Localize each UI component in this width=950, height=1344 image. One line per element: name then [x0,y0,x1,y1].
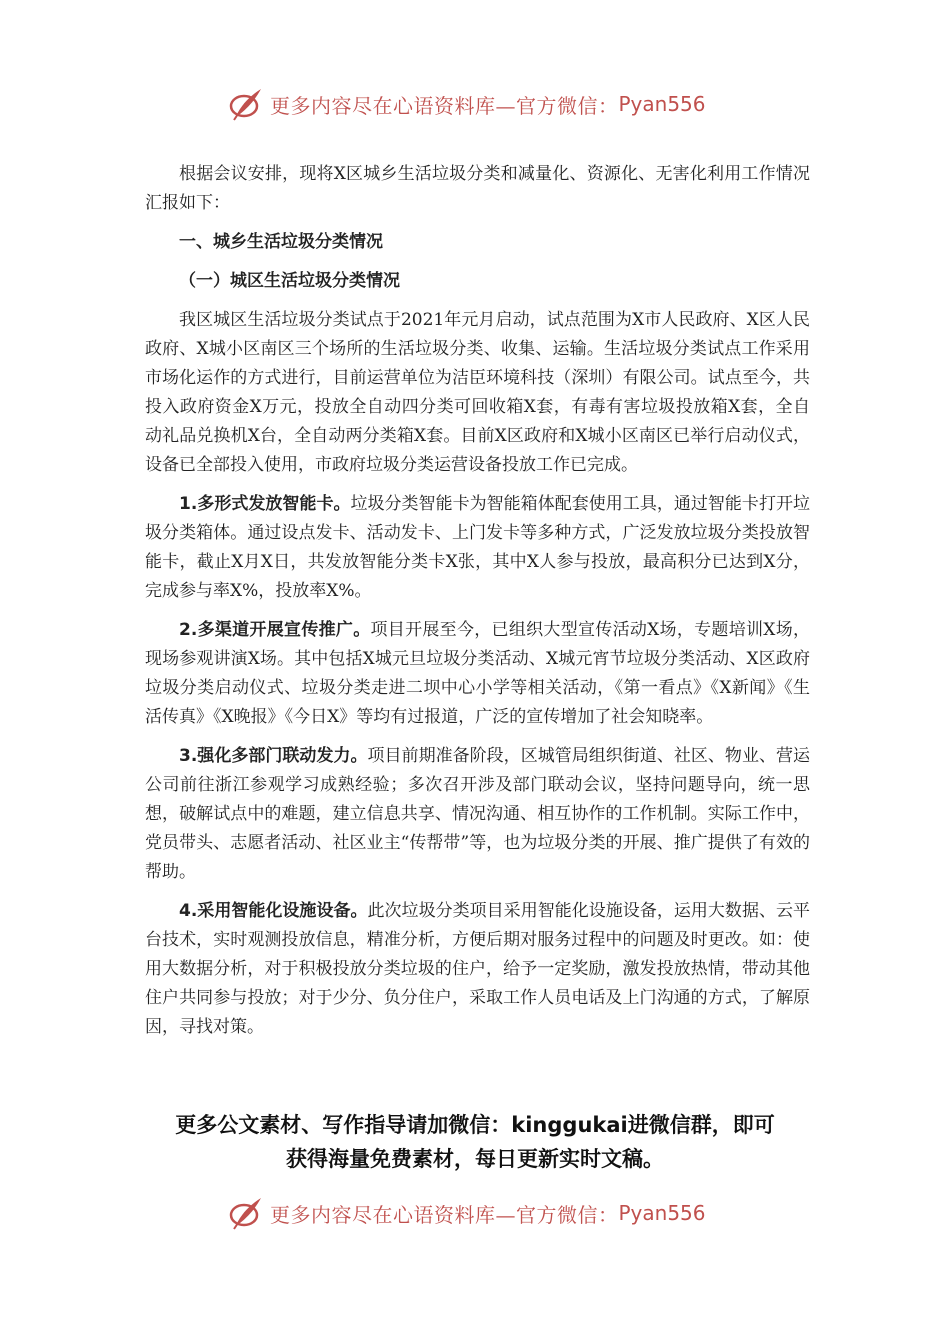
footer-watermark [228,1193,748,1233]
item-text: 项目开展至今，已组织大型宣传活动X场，专题培训X场，现场参观讲演X场。其中包括X城元旦垃圾分类活动、X城元宵节垃圾分类活动、X区政府垃圾分类启动仪式、垃圾分类走进二坝中心小学等相关活动，《第一看点》《X新闻》《生活传真》《X晚报》《今日X》等均有过报道，广泛的宣传增加了社会知晓率。 [145,620,810,727]
item-text: 垃圾分类智能卡为智能箱体配套使用工具，通过智能卡打开垃圾分类箱体。通过设点发卡、活动发卡、上门发卡等多种方式，广泛发放垃圾分类投放智能卡，截止X月X日，共发放智能分类卡X张，其中X人参与投放，最高积分已达到X分，完成参与率X%，投放率X%。 [145,494,810,601]
quill-pen-logo-icon [228,1195,264,1231]
item-paragraph-2 [145,616,810,732]
item-lead: 2.多渠道开展宣传推广。 [179,620,371,640]
overview-paragraph: 我区城区生活垃圾分类试点于2021年元月启动，试点范围为X市人民政府、X区人民政府、X城小区南区三个场所的生活垃圾分类、收集、运输。生活垃圾分类试点工作采用市场化运作的方式进行，目前运营单位为洁臣环境科技（深圳）有限公司。试点至今，共投入政府资金X万元，投放全自动四分类可回收箱X套，有毒有害垃圾投放箱X套，全自动礼品兑换机X台，全自动两分类箱X套。目前X区政府和X城小区南区已举行启动仪式，设备已全部投入使用，市政府垃圾分类运营设备投放工作已完成。 [145,310,810,475]
intro-paragraph: 根据会议安排，现将X区城乡生活垃圾分类和减量化、资源化、无害化利用工作情况汇报如下： [145,164,810,213]
item-lead: 4.采用智能化设施设备。 [179,901,368,921]
item-text: 项目前期准备阶段，区城管局组织街道、社区、物业、营运公司前往浙江参观学习成熟经验；多次召开涉及部门联动会议，坚持问题导向，统一思想，破解试点中的难题，建立信息共享、情况沟通、相互协作的工作机制。实际工作中，党员带头、志愿者活动、社区业主“传帮带”等，也为垃圾分类的开展、推广提供了有效的帮助。 [145,746,811,882]
header-watermark [228,84,748,124]
item-paragraph-3 [145,742,810,887]
item-lead: 3.强化多部门联动发力。 [179,746,368,766]
item-lead: 1.多形式发放智能卡。 [179,494,351,514]
header-brand-id: Pyan556 [618,92,706,116]
subsection-heading: （一）城区生活垃圾分类情况 [179,271,400,291]
item-text: 此次垃圾分类项目采用智能化设施设备，运用大数据、云平台技术，实时观测投放信息，精准分析，方便后期对服务过程中的问题及时更改。如：使用大数据分析，对于积极投放分类垃圾的住户，给予一定奖励，激发投放热情，带动其他住户共同参与投放；对于少分、负分住户，采取工作人员电话及上门沟通的方式，了解原因，寻找对策。 [145,901,811,1037]
promo-line-1: 更多公文素材、写作指导请加微信：kinggukai进微信群，即可 [175,1113,775,1137]
item-paragraph-1 [145,490,810,606]
footer-brand-text: 更多内容尽在心语资料库—官方微信： [270,1202,619,1227]
promo-line-2: 获得海量免费素材，每日更新实时文稿。 [286,1147,664,1171]
section-heading: 一、城乡生活垃圾分类情况 [179,232,383,252]
item-paragraph-4 [145,897,810,1042]
header-brand-text: 更多内容尽在心语资料库—官方微信： [270,93,619,118]
document-body [145,160,810,1042]
promo-notice [120,1108,830,1176]
footer-brand-id: Pyan556 [618,1201,706,1225]
quill-pen-logo-icon [228,86,264,122]
